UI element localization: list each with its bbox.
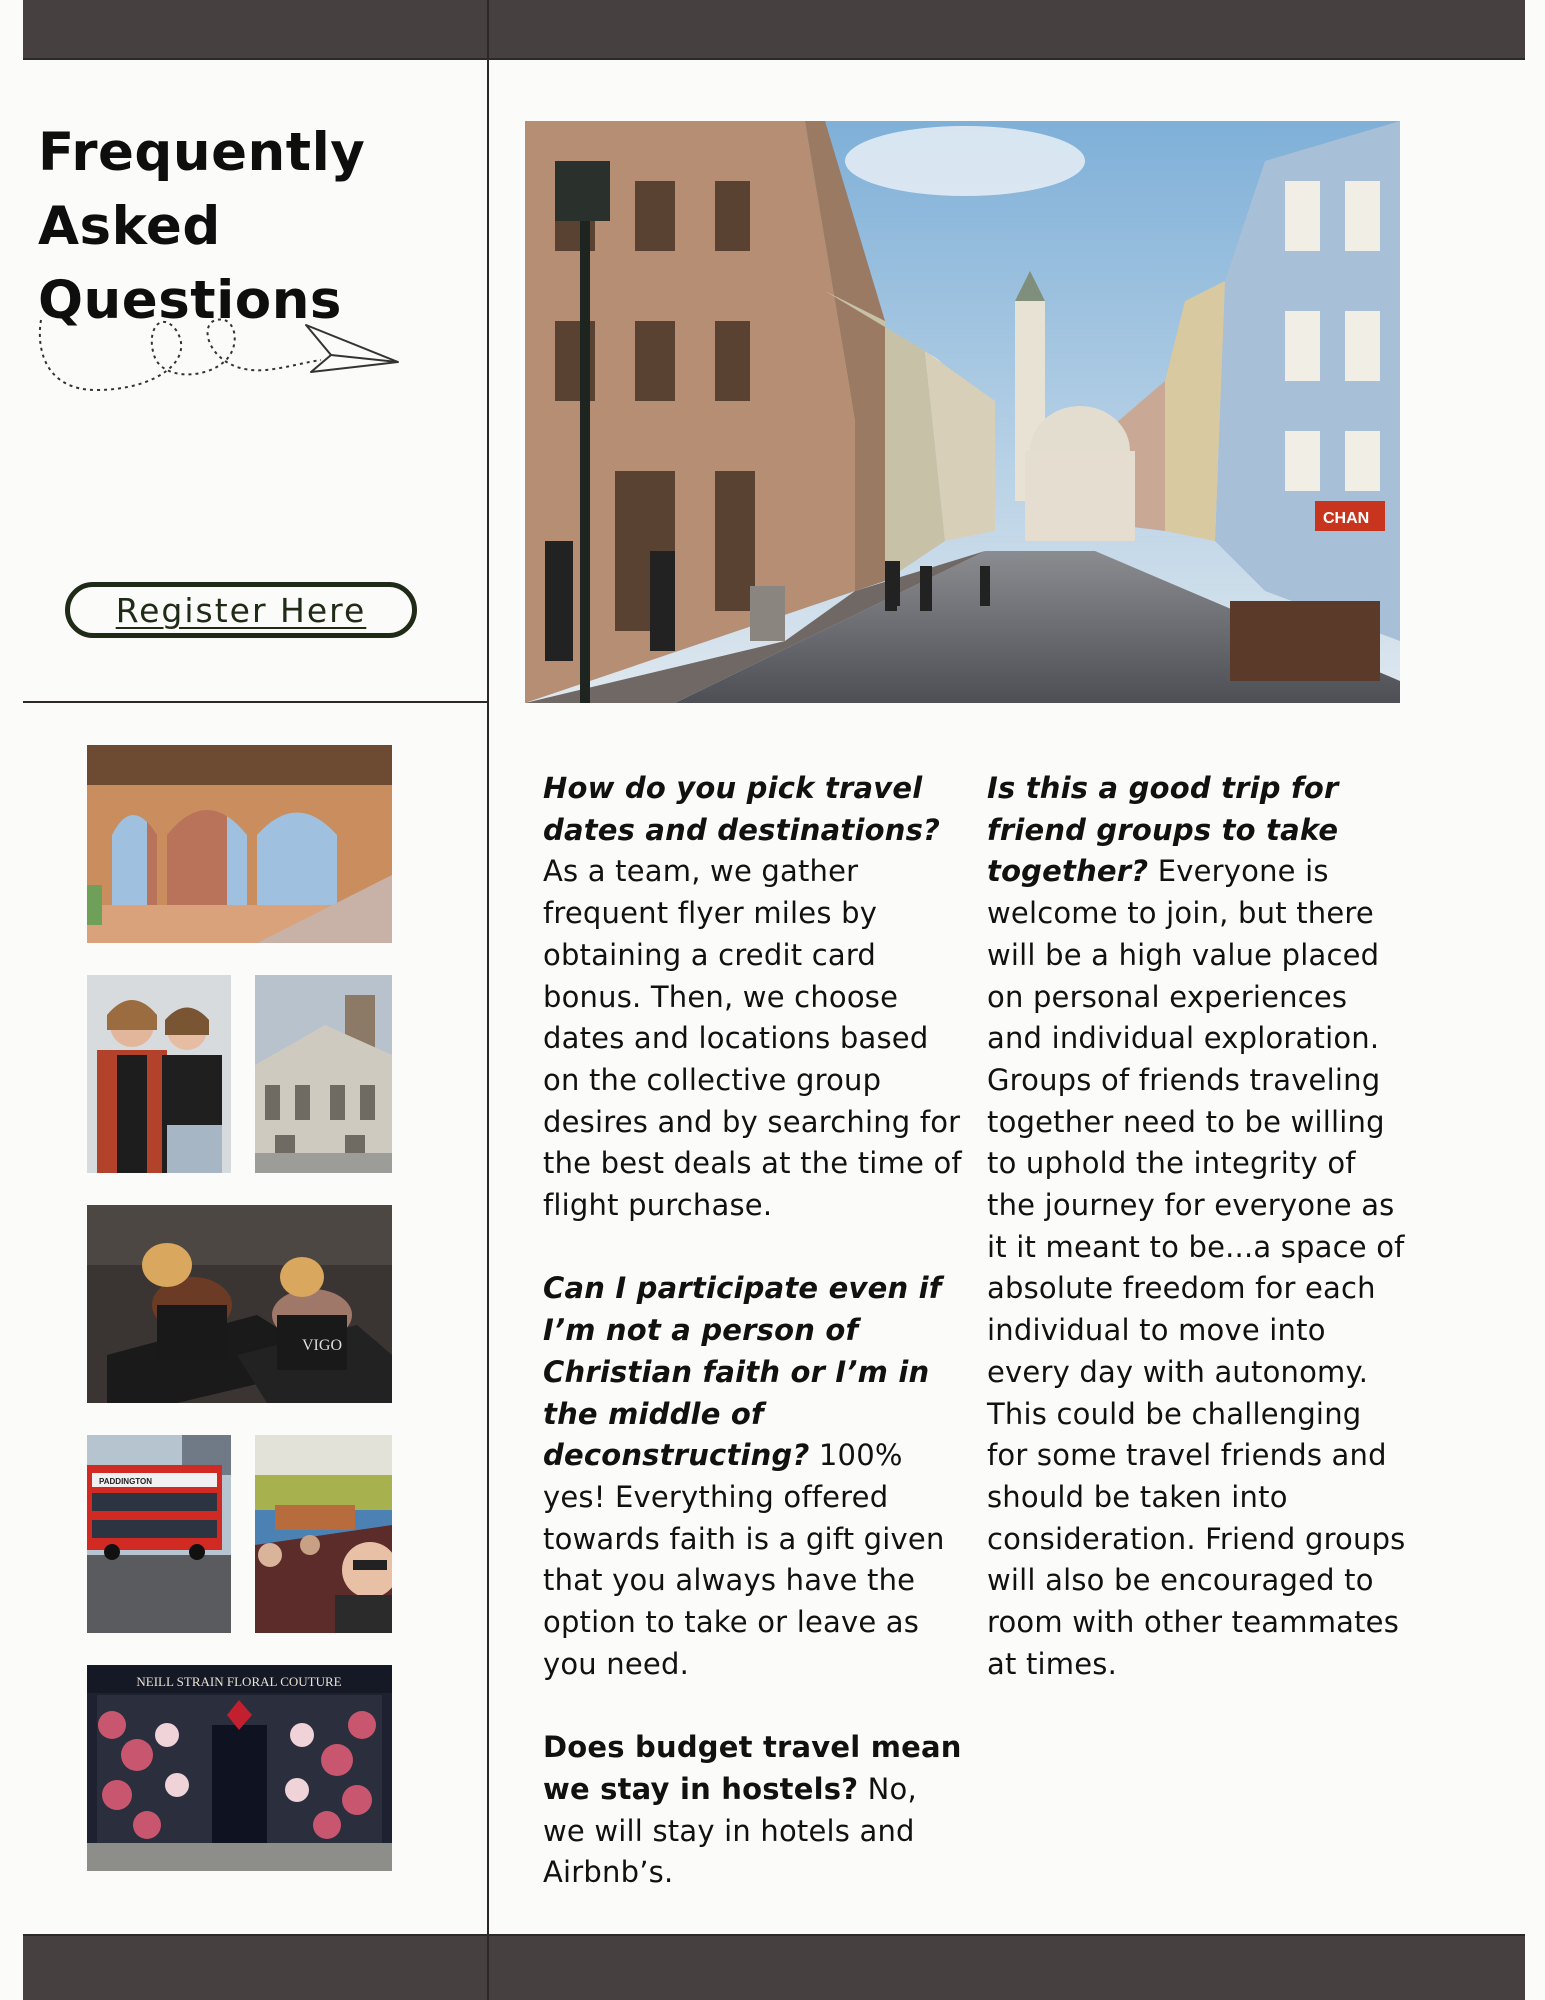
faq-item [543, 1268, 968, 1685]
shop-sign-text: CHAN [1323, 510, 1370, 527]
two-women-selfie-photo [87, 975, 231, 1173]
top-bar [23, 0, 1525, 60]
faq-column-right [987, 768, 1407, 1727]
title-line-1: Frequently [38, 122, 366, 183]
faq-question: Can I participate even if I’m not a person of Christian faith or I’m in the middle of deconstructing? [543, 1271, 942, 1473]
bus-sign-text: PADDINGTON [99, 1477, 153, 1486]
register-button[interactable]: Register Here [65, 582, 417, 638]
shopfront-sign-text: NEILL STRAIN FLORAL COUTURE [136, 1674, 342, 1689]
floral-shopfront-photo [87, 1665, 392, 1871]
top-rule [23, 58, 1525, 60]
faq-item [987, 768, 1407, 1685]
gelato-cups-photo [87, 1205, 392, 1403]
title-line-3: Questions [38, 270, 342, 331]
faq-answer: Everyone is welcome to join, but there will be a high value placed on personal experiences and individual exploration. Groups of friends traveling together need to be willing to uphold the integrity of the journey for everyone as it it meant to be...a space of absolute freedom for each individual to move into every day with autonomy. This could be challenging for some travel friends and should be taken into consideration. Friend groups will also be encouraged to room with other teammates at times. [987, 854, 1406, 1681]
cup-brand-text: VIGO [302, 1337, 342, 1354]
title-line-2: Asked [38, 196, 221, 257]
arched-colonnade-photo [87, 745, 392, 943]
faq-item [543, 768, 968, 1227]
column-divider [487, 0, 489, 2000]
bottom-bar [23, 1935, 1525, 2000]
faq-question: Is this a good trip for friend groups to take together? [987, 771, 1339, 889]
sidebar-divider [23, 701, 489, 703]
faq-question: How do you pick travel dates and destinations? [543, 771, 941, 847]
prague-street-photo [525, 121, 1400, 703]
cathedral-facade-photo [255, 975, 392, 1173]
boat-selfie-photo [255, 1435, 392, 1633]
faq-column-left [543, 768, 968, 1936]
red-double-decker-bus-photo [87, 1435, 231, 1633]
faq-answer: 100% yes! Everything offered towards faith is a gift given that you always have the option to take or leave as you need. [543, 1438, 945, 1681]
faq-answer: As a team, we gather frequent flyer miles by obtaining a credit card bonus. Then, we choose dates and locations based on the collective group desires and by searching for the best deals at the time of flight purchase. [543, 854, 962, 1223]
faq-question: Does budget travel mean we stay in hostels? [543, 1730, 962, 1806]
paper-plane-icon [36, 300, 406, 410]
faq-item [543, 1727, 968, 1894]
faq-answer: No, we will stay in hotels and Airbnb’s. [543, 1771, 917, 1890]
